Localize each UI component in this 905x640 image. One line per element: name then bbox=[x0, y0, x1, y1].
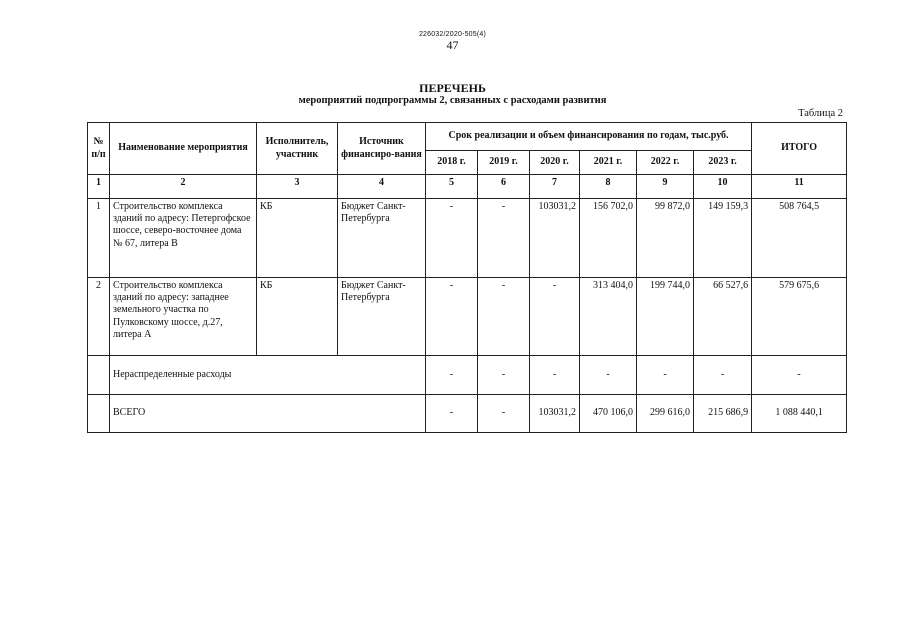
row-value: - bbox=[478, 356, 530, 395]
column-number: 7 bbox=[530, 175, 580, 199]
column-number: 3 bbox=[257, 175, 338, 199]
column-number: 8 bbox=[580, 175, 637, 199]
row-value: 156 702,0 bbox=[580, 199, 637, 278]
column-number: 9 bbox=[637, 175, 694, 199]
row-value: 103031,2 bbox=[530, 199, 580, 278]
row-total: 508 764,5 bbox=[752, 199, 847, 278]
row-value: 103031,2 bbox=[530, 395, 580, 433]
row-value: 299 616,0 bbox=[637, 395, 694, 433]
header-year: 2022 г. bbox=[637, 151, 694, 175]
column-number: 6 bbox=[478, 175, 530, 199]
header-year: 2018 г. bbox=[426, 151, 478, 175]
row-no: 1 bbox=[88, 199, 110, 278]
activities-table bbox=[87, 122, 847, 433]
column-number: 2 bbox=[110, 175, 257, 199]
row-total: 1 088 440,1 bbox=[752, 395, 847, 433]
row-value: - bbox=[426, 395, 478, 433]
row-value: - bbox=[426, 278, 478, 356]
header-total: ИТОГО bbox=[752, 123, 847, 175]
column-number: 11 bbox=[752, 175, 847, 199]
row-value: - bbox=[580, 356, 637, 395]
row-value: - bbox=[637, 356, 694, 395]
row-value: 215 686,9 bbox=[694, 395, 752, 433]
row-value: 149 159,3 bbox=[694, 199, 752, 278]
row-value: - bbox=[478, 395, 530, 433]
header-year: 2020 г. bbox=[530, 151, 580, 175]
header-no: № п/п bbox=[88, 123, 110, 175]
page-title: ПЕРЕЧЕНЬ bbox=[419, 81, 486, 95]
unallocated-row bbox=[88, 356, 847, 395]
row-executor: КБ bbox=[257, 199, 338, 278]
column-number: 5 bbox=[426, 175, 478, 199]
page-subtitle: мероприятий подпрограммы 2, связанных с расходами развития bbox=[298, 95, 607, 106]
header-source: Источник финансиро-вания bbox=[338, 123, 426, 175]
row-value: 313 404,0 bbox=[580, 278, 637, 356]
row-value: 66 527,6 bbox=[694, 278, 752, 356]
column-number-row bbox=[88, 175, 847, 199]
row-no bbox=[88, 356, 110, 395]
row-value: - bbox=[426, 356, 478, 395]
page-number: 47 bbox=[446, 38, 459, 52]
header-name: Наименование мероприятия bbox=[110, 123, 257, 175]
row-value: - bbox=[530, 278, 580, 356]
row-value: - bbox=[530, 356, 580, 395]
column-number: 4 bbox=[338, 175, 426, 199]
header-period: Срок реализации и объем финансирования по годам, тыс.руб. bbox=[426, 123, 752, 151]
grand-total-row bbox=[88, 395, 847, 433]
row-source: Бюджет Санкт-Петербурга bbox=[338, 278, 426, 356]
table-row bbox=[88, 199, 847, 278]
row-total: - bbox=[752, 356, 847, 395]
grand-total-label: ВСЕГО bbox=[110, 395, 426, 433]
row-value: - bbox=[694, 356, 752, 395]
row-source: Бюджет Санкт-Петербурга bbox=[338, 199, 426, 278]
table-label: Таблица 2 bbox=[798, 108, 843, 119]
header-year: 2023 г. bbox=[694, 151, 752, 175]
row-value: - bbox=[426, 199, 478, 278]
row-value: 99 872,0 bbox=[637, 199, 694, 278]
row-name: Строительство комплекса зданий по адресу: Петергофское шоссе, северо-восточнее дома № 67, литера В bbox=[110, 199, 257, 278]
row-value: - bbox=[478, 199, 530, 278]
table-row bbox=[88, 278, 847, 356]
header-year: 2021 г. bbox=[580, 151, 637, 175]
row-no bbox=[88, 395, 110, 433]
row-name: Строительство комплекса зданий по адресу: западнее земельного участка по Пулковскому шоссе, д.27, литера А bbox=[110, 278, 257, 356]
unallocated-label: Нераспределенные расходы bbox=[110, 356, 426, 395]
row-value: 470 106,0 bbox=[580, 395, 637, 433]
document-number: 226032/2020-505(4) bbox=[418, 31, 487, 38]
row-value: 199 744,0 bbox=[637, 278, 694, 356]
header-row bbox=[88, 123, 847, 151]
row-executor: КБ bbox=[257, 278, 338, 356]
column-number: 10 bbox=[694, 175, 752, 199]
row-value: - bbox=[478, 278, 530, 356]
row-no: 2 bbox=[88, 278, 110, 356]
column-number: 1 bbox=[88, 175, 110, 199]
header-year: 2019 г. bbox=[478, 151, 530, 175]
header-executor: Исполнитель, участник bbox=[257, 123, 338, 175]
row-total: 579 675,6 bbox=[752, 278, 847, 356]
